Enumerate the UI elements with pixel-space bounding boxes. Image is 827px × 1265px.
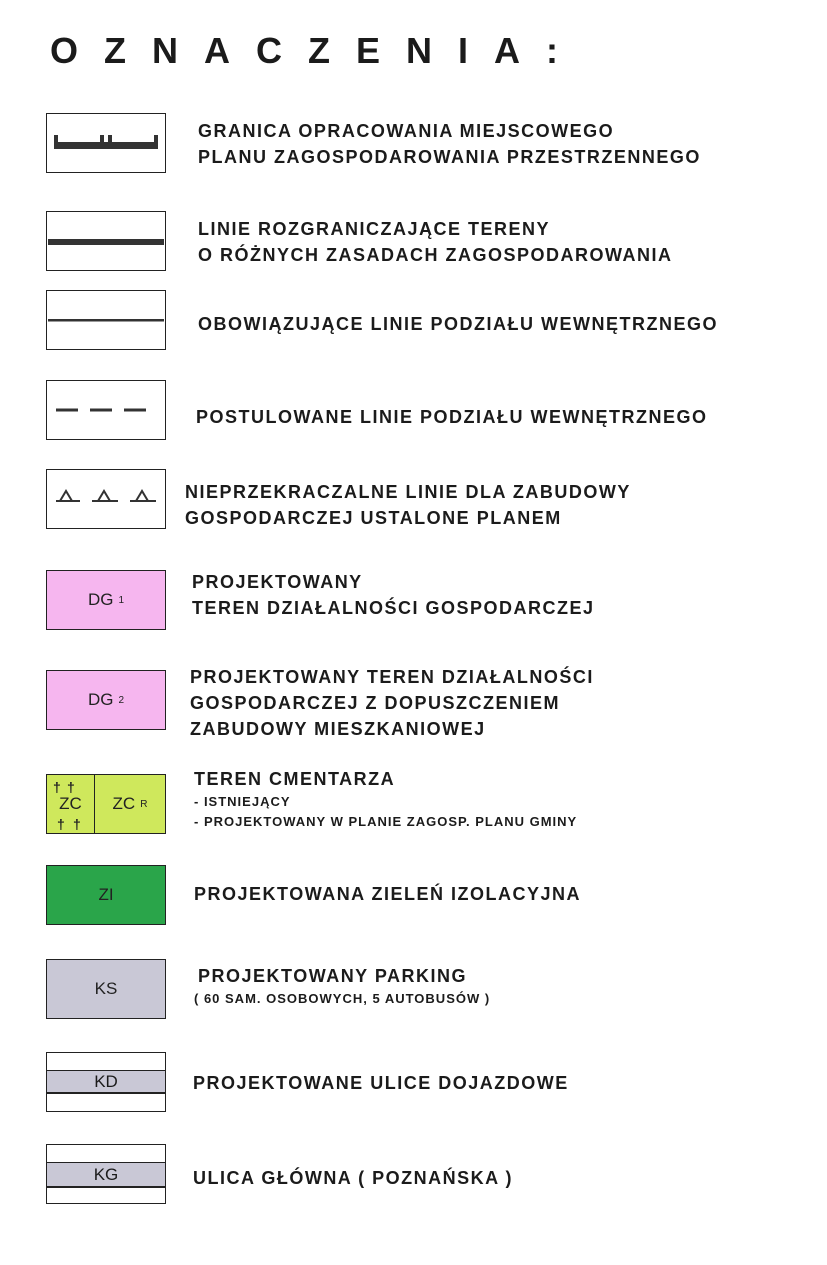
kg-code: KG: [93, 1165, 119, 1184]
dg2-label-line1: PROJEKTOWANY TEREN DZIAŁALNOŚCI: [190, 667, 594, 687]
cemetery-cross-icon: †: [67, 779, 75, 795]
thick-line-graphic: [48, 213, 164, 269]
ks-label-line1: PROJEKTOWANY PARKING: [198, 966, 468, 986]
kd-road-edge-bottom: [46, 1092, 166, 1112]
zi-symbol: [46, 865, 166, 925]
kg-symbol: [46, 1144, 166, 1204]
dg1-symbol: [46, 570, 166, 630]
kg-road-lane: [46, 1162, 166, 1188]
boundary-line-graphic: [48, 115, 164, 171]
ks-symbol: [46, 959, 166, 1019]
dg2-subscript: 2: [118, 694, 125, 706]
dividing-lines-symbol: [46, 211, 166, 271]
thin-line-graphic: [48, 292, 164, 348]
cemetery-cross-icon: †: [53, 779, 61, 795]
building-lines-label-line2: GOSPODARCZEJ USTALONE PLANEM: [185, 508, 562, 528]
dg2-symbol: [46, 670, 166, 730]
dg2-label: [190, 664, 594, 742]
zc-existing-cell: [47, 775, 95, 833]
kd-code: KD: [94, 1072, 118, 1091]
boundary-label-line1: GRANICA OPRACOWANIA MIEJSCOWEGO: [198, 121, 615, 141]
zc-label-line1: TEREN CMENTARZA: [194, 769, 396, 789]
dg2-label-line3: ZABUDOWY MIESZKANIOWEJ: [190, 719, 486, 739]
zi-code: ZI: [98, 885, 114, 904]
kg-road-edge-bottom: [46, 1186, 166, 1204]
zc-symbol: [46, 774, 166, 834]
dg1-label-line1: PROJEKTOWANY: [192, 572, 363, 592]
dividing-lines-label: [198, 216, 673, 268]
boundary-symbol: [46, 113, 166, 173]
dg1-code: DG: [87, 590, 114, 609]
ks-code: KS: [94, 979, 118, 998]
zc-label-line3: - PROJEKTOWANY W PLANIE ZAGOSP. PLANU GMINY: [194, 814, 578, 829]
legend-title: OZNACZENIA:: [50, 30, 584, 71]
kg-label: ULICA GŁÓWNA ( POZNAŃSKA ): [193, 1168, 513, 1188]
dividing-lines-label-line1: LINIE ROZGRANICZAJĄCE TERENY: [198, 219, 551, 239]
kg-road-edge-top: [46, 1144, 166, 1164]
boundary-label: [198, 118, 701, 170]
dividing-lines-label-line2: O RÓŻNYCH ZASADACH ZAGOSPODAROWANIA: [198, 245, 673, 265]
zc-label: [194, 766, 577, 832]
kd-road-lane: [46, 1070, 166, 1094]
ks-label-line2: ( 60 SAM. OSOBOWYCH, 5 AUTOBUSÓW ): [194, 991, 491, 1006]
postulated-lines-symbol: [46, 380, 166, 440]
postulated-lines-label: POSTULOWANE LINIE PODZIAŁU WEWNĘTRZNEGO: [196, 407, 708, 427]
building-line-graphic: [48, 471, 164, 527]
mandatory-lines-label: OBOWIĄZUJĄCE LINIE PODZIAŁU WEWNĘTRZNEGO: [198, 314, 718, 334]
dg2-code: DG: [87, 690, 114, 709]
cemetery-cross-icon: †: [73, 816, 81, 832]
zi-label: PROJEKTOWANA ZIELEŃ IZOLACYJNA: [194, 884, 582, 904]
kd-road-edge-top: [46, 1052, 166, 1072]
dashed-line-graphic: [48, 382, 164, 438]
mandatory-lines-symbol: [46, 290, 166, 350]
building-lines-label-line1: NIEPRZEKRACZALNE LINIE DLA ZABUDOWY: [185, 482, 631, 502]
zc-code-left: ZC: [59, 794, 82, 813]
zc-label-line2: - ISTNIEJĄCY: [194, 794, 291, 809]
zc-code-right: ZC: [112, 794, 136, 813]
zc-projected-cell: [95, 775, 165, 833]
kd-label: PROJEKTOWANE ULICE DOJAZDOWE: [193, 1073, 569, 1093]
building-lines-symbol: [46, 469, 166, 529]
zc-subscript: R: [140, 798, 148, 810]
building-lines-label: [185, 479, 631, 531]
ks-label: [194, 963, 491, 1009]
cemetery-cross-icon: †: [57, 816, 65, 832]
dg1-subscript: 1: [118, 594, 125, 606]
kd-symbol: [46, 1052, 166, 1112]
dg2-label-line2: GOSPODARCZEJ Z DOPUSZCZENIEM: [190, 693, 561, 713]
dg1-label: [192, 569, 595, 621]
boundary-label-line2: PLANU ZAGOSPODAROWANIA PRZESTRZENNEGO: [198, 147, 701, 167]
dg1-label-line2: TEREN DZIAŁALNOŚCI GOSPODARCZEJ: [192, 598, 595, 618]
